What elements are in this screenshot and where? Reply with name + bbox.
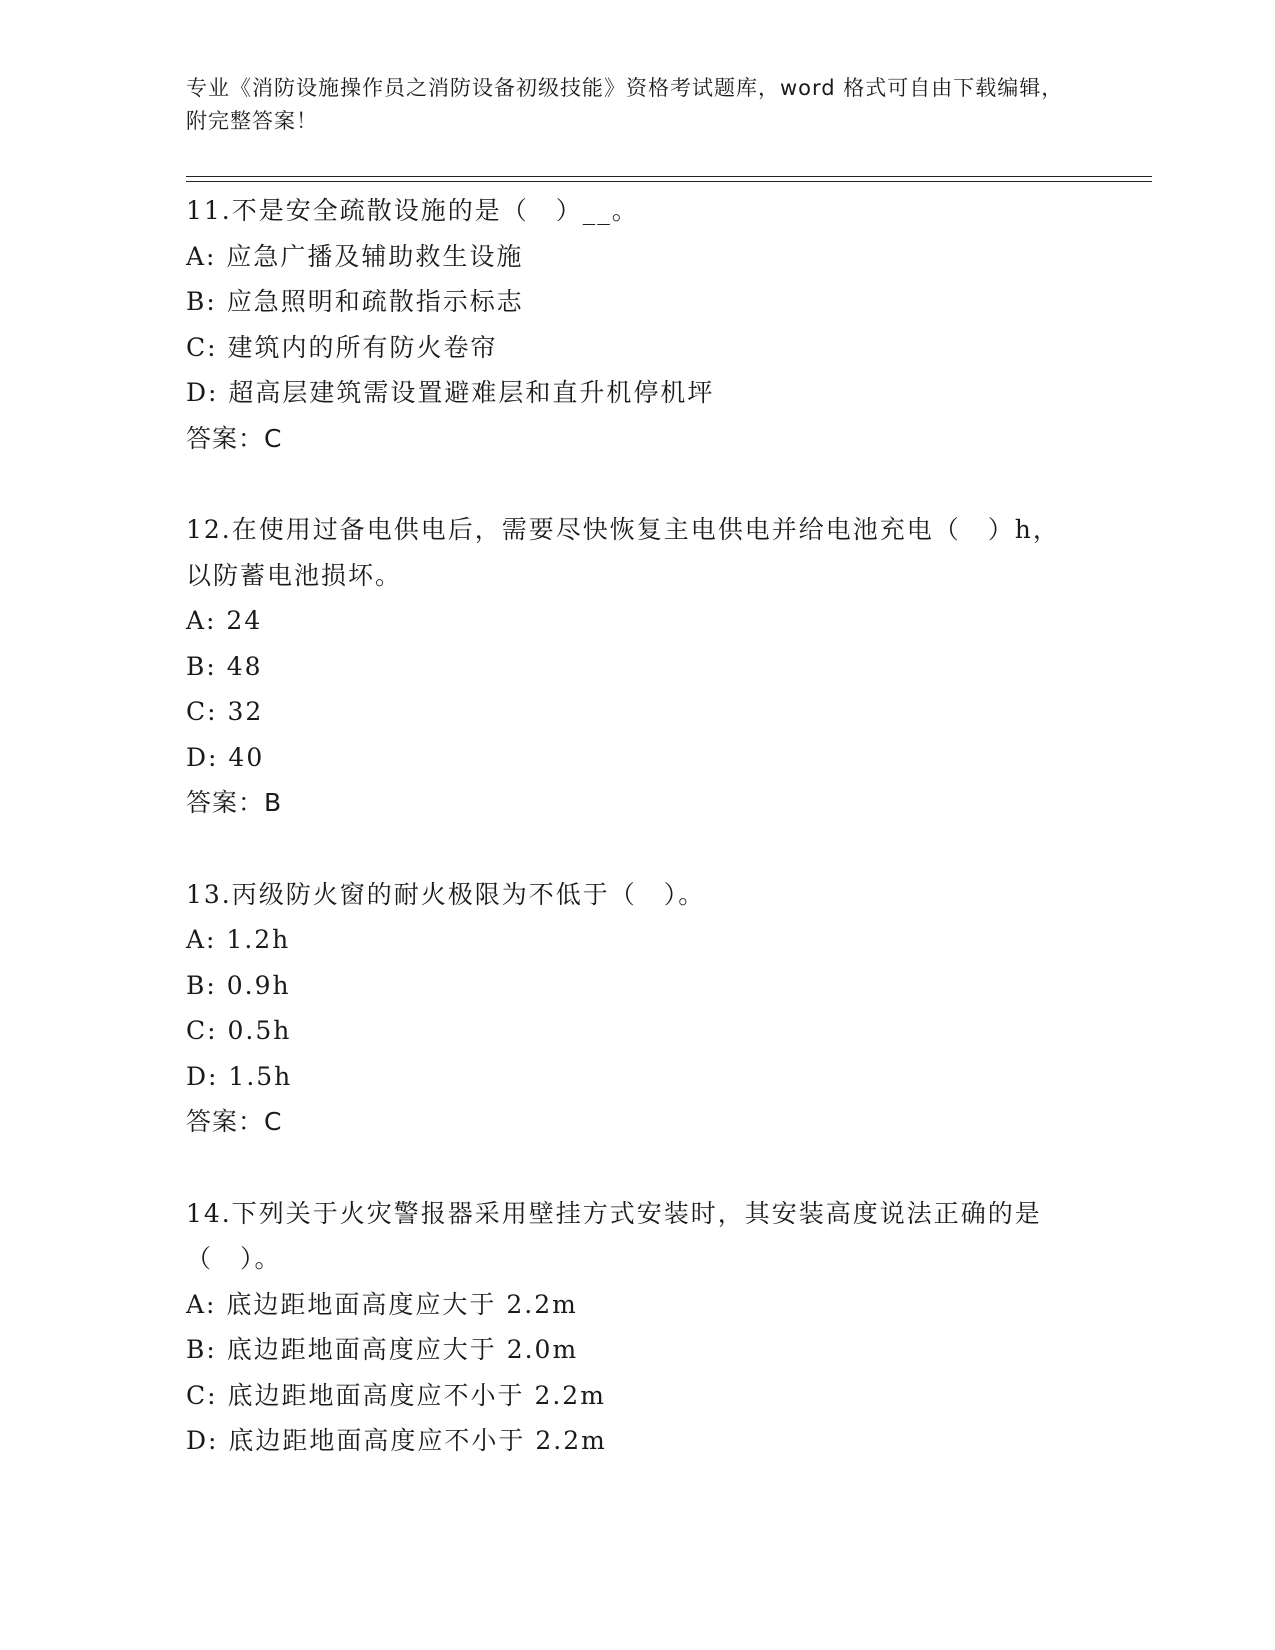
- answer-text: 答案：C: [186, 423, 283, 453]
- option-c: C: 底边距地面高度应不小于 2.2m: [186, 1380, 606, 1410]
- question-stem: 13.丙级防火窗的耐火极限为不低于（ ）。: [186, 879, 706, 909]
- question-11: [186, 188, 1086, 461]
- option-c: C: 32: [186, 697, 264, 726]
- option-d: D: 1.5h: [186, 1061, 293, 1091]
- option-b: B: 应急照明和疏散指示标志: [186, 287, 524, 316]
- option-d: D: 底边距地面高度应不小于 2.2m: [186, 1426, 607, 1455]
- option-a: A: 底边距地面高度应大于 2.2m: [186, 1289, 578, 1319]
- question-list: [186, 188, 1086, 1510]
- option-a: A: 1.2h: [186, 925, 291, 954]
- document-header: 专业《消防设施操作员之消防设备初级技能》资格考试题库，word 格式可自由下载编辑，附完整答案！: [186, 76, 1064, 133]
- question-stem: 14.下列关于火灾警报器采用壁挂方式安装时，其安装高度说法正确的是（ ）。: [186, 1198, 1042, 1273]
- question-stem: 11.不是安全疏散设施的是（ ）__。: [186, 196, 639, 225]
- question-stem: 12.在使用过备电供电后，需要尽快恢复主电供电并给电池充电（ ）h，以防蓄电池损坏。: [186, 515, 1060, 590]
- header-rule-top: [186, 176, 1152, 177]
- option-b: B: 48: [186, 651, 263, 681]
- option-b: B: 底边距地面高度应大于 2.0m: [186, 1335, 579, 1364]
- header-rule-bottom: [186, 181, 1152, 182]
- option-b: B: 0.9h: [186, 970, 291, 1000]
- option-a: A: 24: [186, 606, 263, 635]
- answer-text: 答案：C: [186, 1107, 283, 1136]
- question-13: [186, 872, 1086, 1145]
- option-c: C: 0.5h: [186, 1016, 292, 1045]
- answer-text: 答案：B: [186, 788, 283, 817]
- option-d: D: 超高层建筑需设置避难层和直升机停机坪: [186, 378, 715, 407]
- option-d: D: 40: [186, 742, 265, 772]
- question-12: [186, 507, 1086, 826]
- question-14: [186, 1191, 1086, 1464]
- option-a: A: 应急广播及辅助救生设施: [186, 241, 524, 271]
- option-c: C: 建筑内的所有防火卷帘: [186, 332, 498, 362]
